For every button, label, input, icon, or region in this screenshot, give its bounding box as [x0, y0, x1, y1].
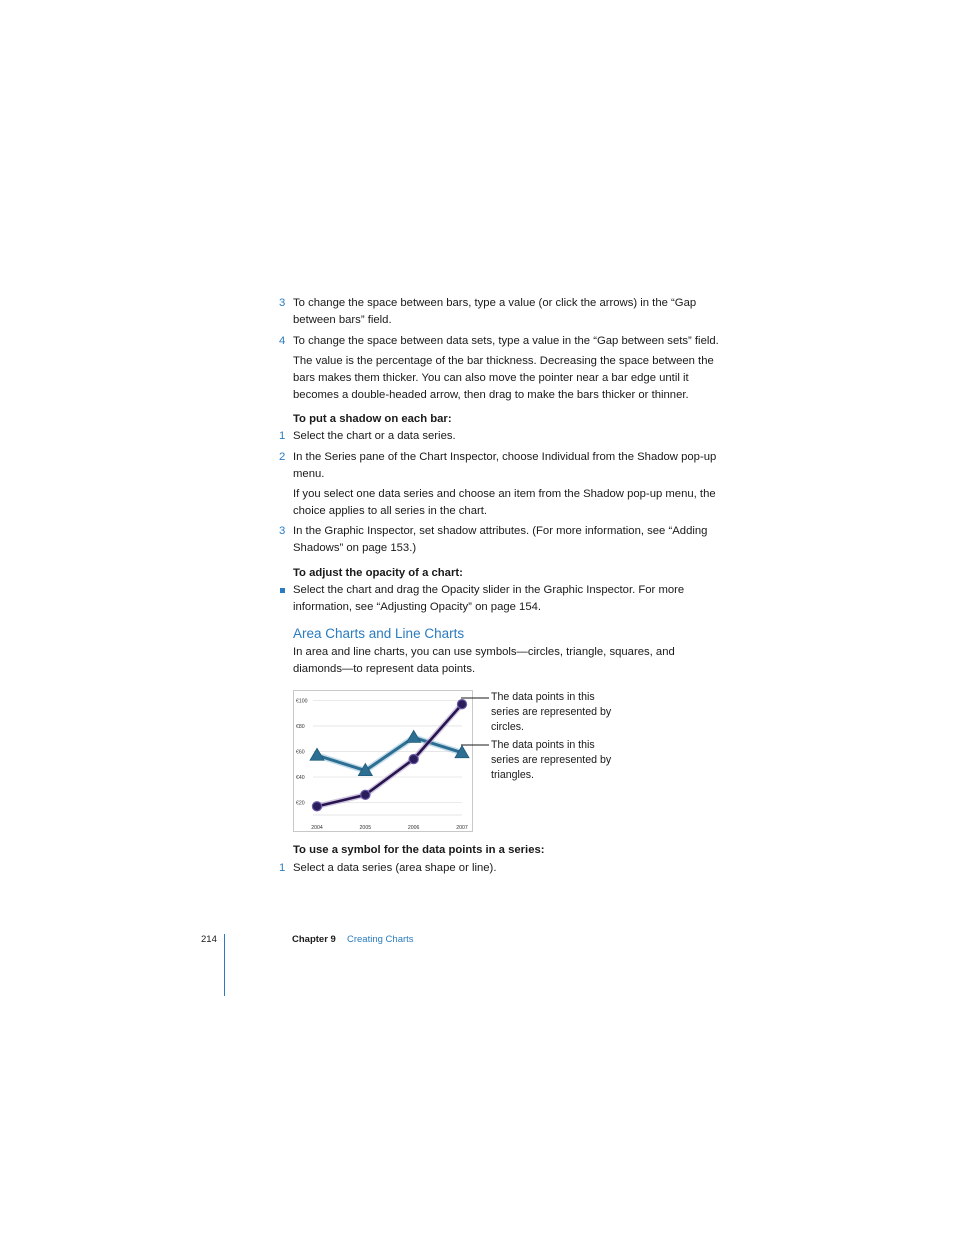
step-number: 4	[279, 335, 286, 347]
callout-triangles: The data points in this series are represented by triangles.	[491, 739, 612, 781]
circle-marker	[409, 755, 418, 764]
y-tick-label: €60	[296, 749, 305, 756]
step-text	[293, 333, 719, 350]
step-text: Select a data series (area shape or line).	[293, 862, 497, 874]
y-tick-label: €20	[296, 800, 305, 807]
circle-marker	[361, 790, 370, 799]
step-number: 3	[279, 297, 286, 309]
step-number: 1	[279, 430, 286, 442]
step-line: between bars” field.	[293, 314, 392, 326]
x-tick-label: 2006	[407, 825, 420, 831]
section-title: Area Charts and Line Charts	[293, 626, 465, 641]
step-text: In the Series pane of the Chart Inspector, choose Individual from the Shadow pop-up menu.	[293, 451, 717, 480]
footer-chapter-title: Creating Charts	[347, 934, 414, 945]
step-number: 1	[279, 862, 286, 874]
bullet-icon	[280, 588, 285, 593]
step-number: 2	[279, 451, 286, 463]
task-heading-opacity: To adjust the opacity of a chart:	[293, 567, 463, 579]
circle-marker	[312, 802, 321, 811]
y-tick-label: €40	[296, 774, 305, 781]
bar-note: The value is the percentage of the bar thickness. Decreasing the space between the bars makes them thicker. You can also move the pointer near a bar edge until it becomes a double-headed arrow, then drag to make the bars thicker or thinner.	[293, 355, 714, 401]
step-number: 3	[279, 525, 286, 537]
step-line: To change the space between data sets, type a value in the “Gap between sets” field.	[293, 335, 719, 347]
line-chart	[293, 690, 473, 832]
step-text	[293, 295, 696, 329]
callout-leaders	[461, 690, 491, 750]
task-heading-symbol: To use a symbol for the data points in a series:	[293, 844, 545, 856]
x-tick-label: 2005	[359, 825, 372, 831]
footer-rule	[224, 934, 225, 996]
y-tick-label: €100	[296, 698, 308, 705]
step-line: To change the space between bars, type a value (or click the arrows) in the “Gap	[293, 297, 697, 309]
callout-circles: The data points in this series are represented by circles.	[491, 691, 612, 733]
x-tick-label: 2004	[311, 825, 323, 831]
bullet-text: Select the chart and drag the Opacity slider in the Graphic Inspector. For more information, see “Adjusting Opacity” on page 154.	[293, 584, 685, 613]
x-tick-label: 2007	[456, 825, 468, 831]
shadow-note: If you select one data series and choose an item from the Shadow pop-up menu, the choice applies to all series in the chart.	[293, 488, 716, 517]
footer-chapter: Chapter 9	[292, 934, 336, 945]
step-text: In the Graphic Inspector, set shadow attributes. (For more information, see “Adding Shadows” on page 153.)	[293, 525, 708, 554]
page-number: 214	[201, 934, 217, 945]
step-text: Select the chart or a data series.	[293, 430, 456, 442]
section-intro: In area and line charts, you can use symbols—circles, triangle, squares, and diamonds—to represent data points.	[293, 646, 675, 675]
y-tick-label: €80	[296, 723, 305, 730]
task-heading-shadow: To put a shadow on each bar:	[293, 413, 452, 425]
